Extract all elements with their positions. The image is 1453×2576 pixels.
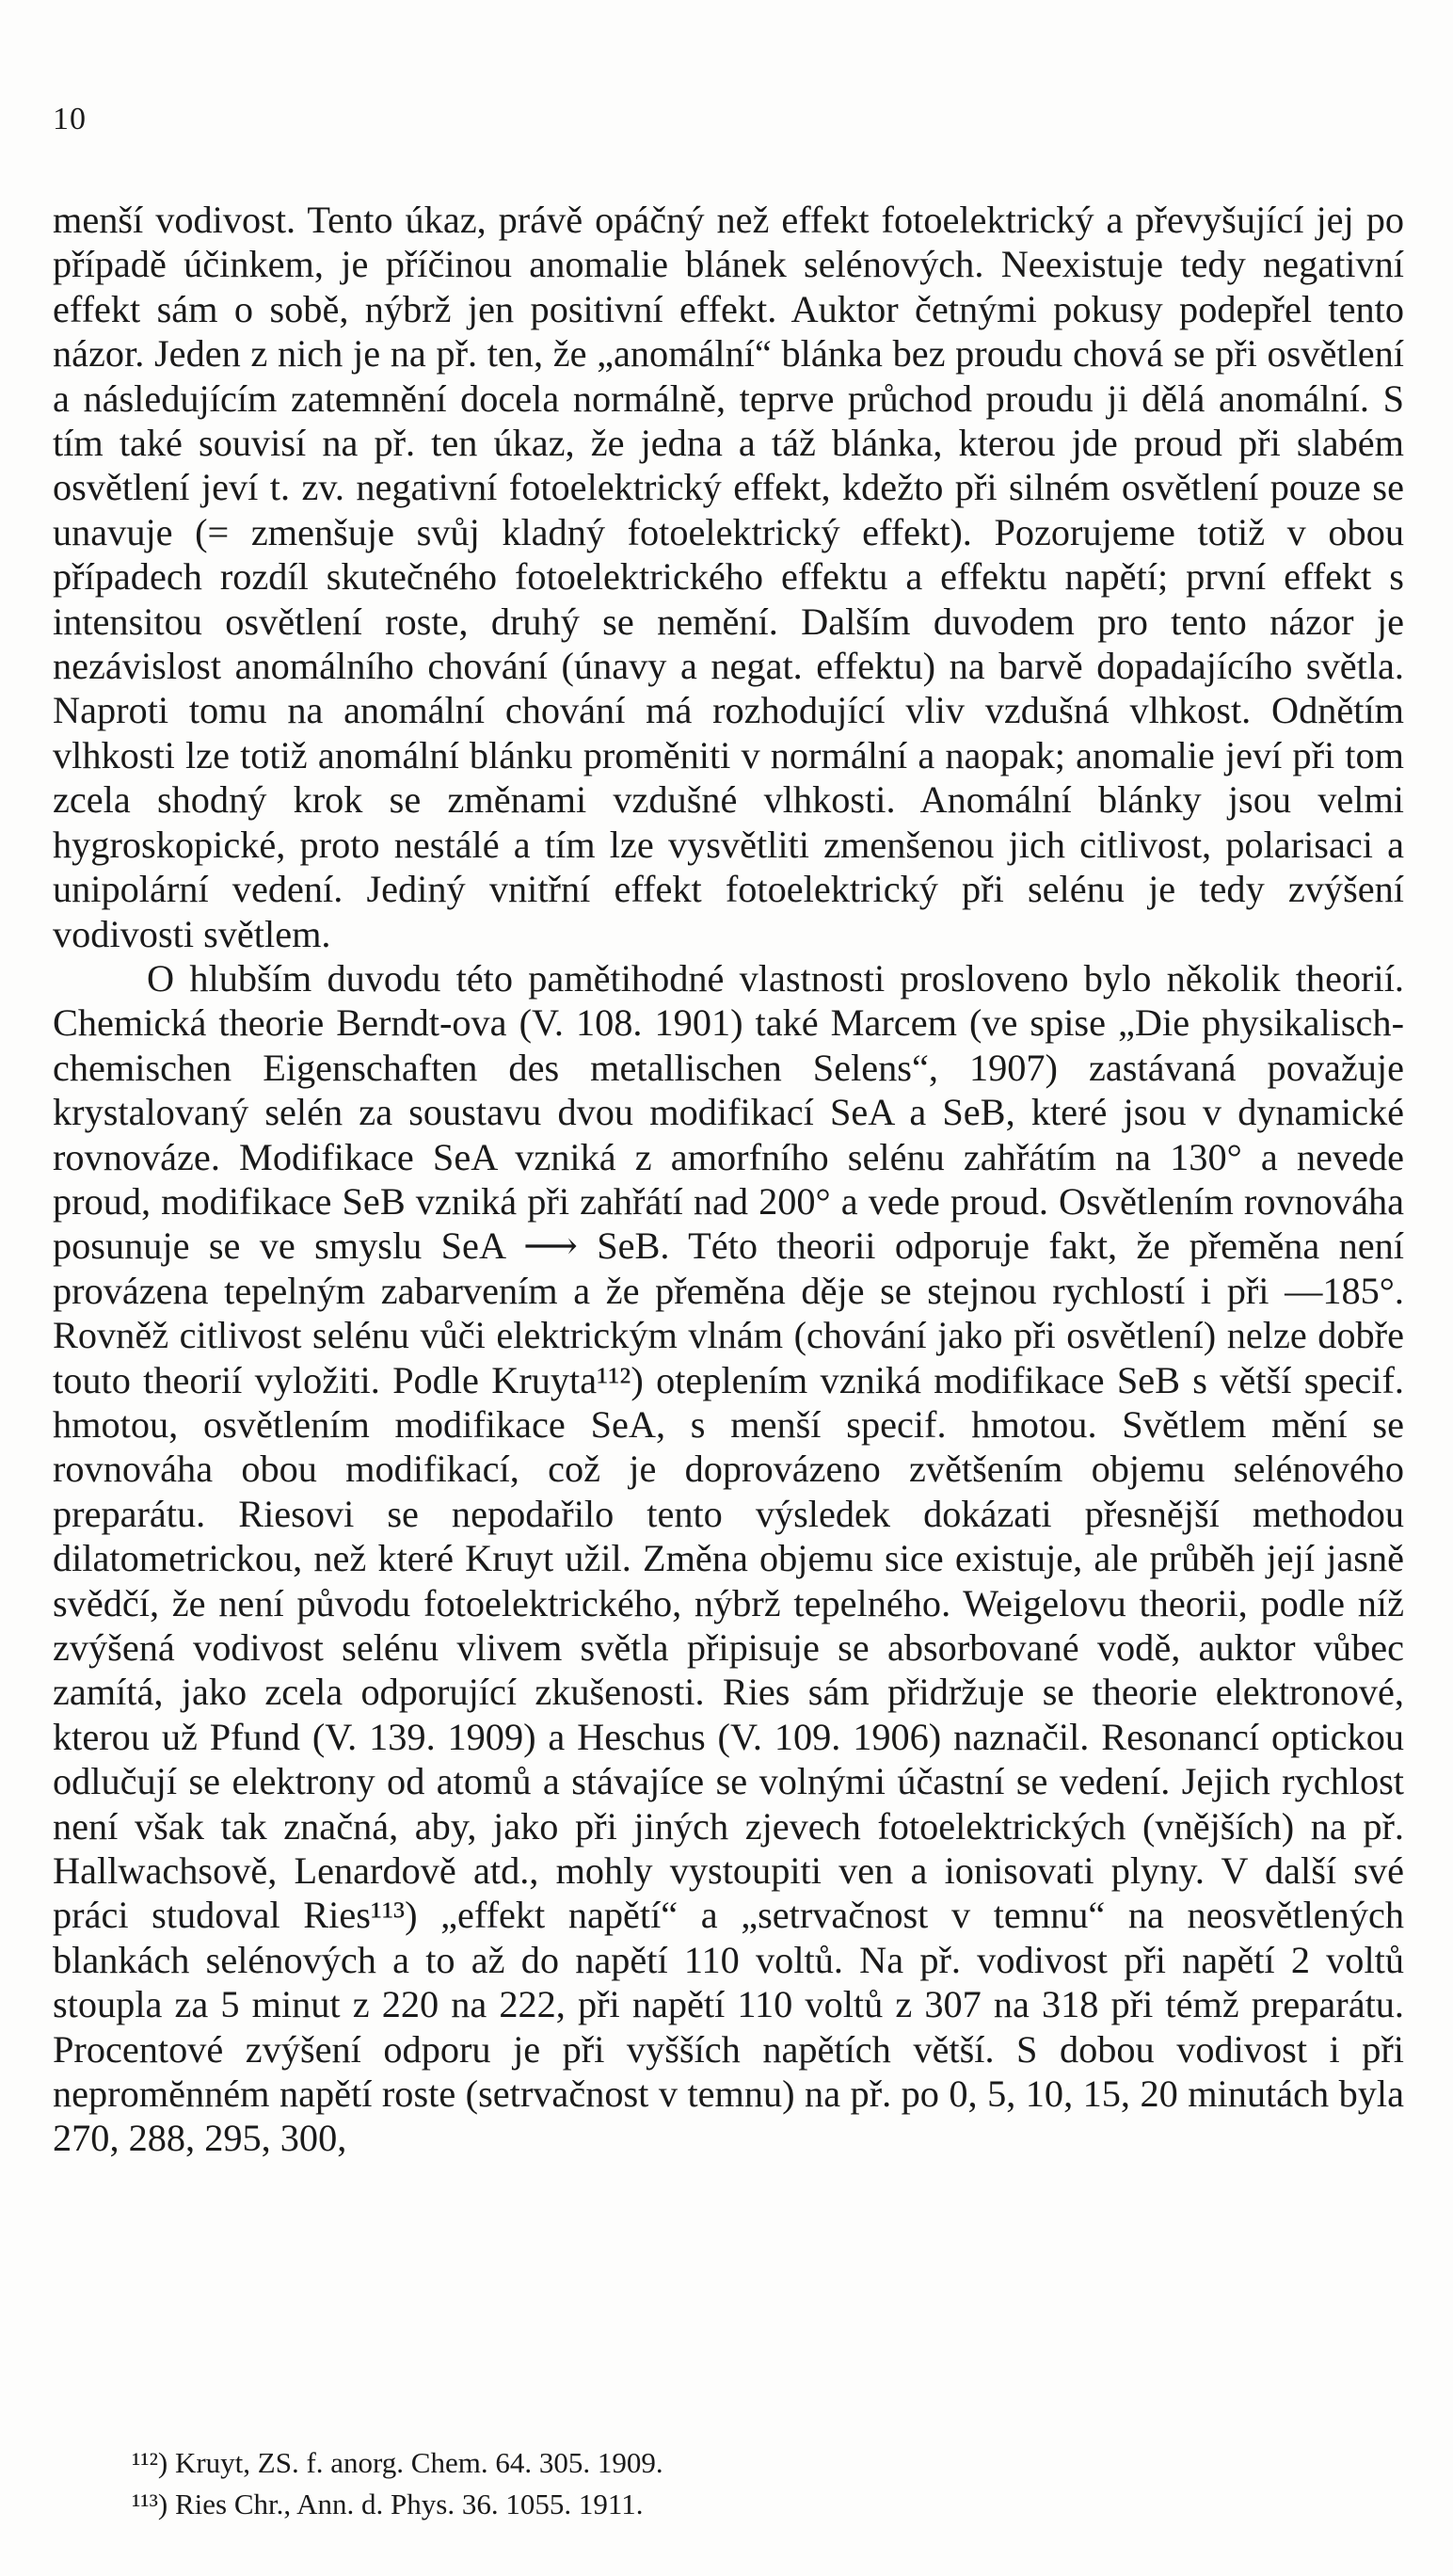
page-number: 10 bbox=[53, 102, 87, 136]
footnotes bbox=[132, 2442, 1355, 2525]
footnote-113: ¹¹³) Ries Chr., Ann. d. Phys. 36. 1055. 1911. bbox=[132, 2488, 644, 2520]
paragraph-2: O hlubším duvodu této pamětihodné vlastnosti prosloveno bylo několik theorií. Chemická theorie Berndt-ova (V. 108. 1901) také Marcem (ve spise „Die physikalisch-chemischen Eigenschaften des metallischen Selens“, 1907) zastávaná považuje krystalovaný selén za soustavu dvou modifikací SeA a SeB, které jsou v dynamické rovnováze. Modifikace SeA vzniká z amorfního selénu zahřátím na 130° a nevede proud, modifikace SeB vzniká při zahřátí nad 200° a vede proud. Osvětlením rovnováha posunuje se ve smyslu SeA ⟶ SeB. Této theorii odporuje fakt, že přeměna není provázena tepelným zabarvením a že přeměna děje se stejnou rychlostí i při —185°. Rovněž citlivost selénu vůči elektrickým vlnám (chování jako při osvětlení) nelze dobře touto theorií vyložiti. Podle Kruyta¹¹²) oteplením vzniká modifikace SeB s větší specif. hmotou, osvětlením modifikace SeA, s menší specif. hmotou. Světlem mění se rovnováha obou modifikací, což je doprovázeno zvětšením objemu selénového preparátu. Riesovi se nepodařilo tento výsledek dokázati přesnější methodou dilatometrickou, než které Kruyt užil. Změna objemu sice existuje, ale průběh její jasně svědčí, že není původu fotoelektrického, nýbrž tepelného. Weigelovu theorii, podle níž zvýšená vodivost selénu vlivem světla připisuje se absorbované vodě, auktor vůbec zamítá, jako zcela odporující zkušenosti. Ries sám přidržuje se theorie elektronové, kterou už Pfund (V. 139. 1909) a Heschus (V. 109. 1906) naznačil. Resonancí optickou odlučují se elektrony od atomů a stávajíce se volnými účastní se vedení. Jejich rychlost není však tak značná, aby, jako při jiných zjevech fotoelektrických (vnějších) na př. Hallwachsově, Lenardově atd., mohly vystoupiti ven a ionisovati plyny. V další své práci studoval Ries¹¹³) „effekt napětí“ a „setrvačnost v temnu“ na neosvětlených blankách selénových a to až do napětí 110 voltů. Na př. vodivost při napětí 2 voltů stoupla za 5 minut z 220 na 222, při napětí 110 voltů z 307 na 318 při témž preparátu. Procentové zvýšení odporu je při vyšších napětích větší. S dobou vodivost i při nepromĕnném napětí roste (setrvačnost v temnu) na př. po 0, 5, 10, 15, 20 minutách byla 270, 288, 295, 300, bbox=[53, 956, 1404, 2160]
paragraph-1: menší vodivost. Tento úkaz, právě opáčný než effekt fotoelektrický a převyšující jej po případě účinkem, je příčinou anomalie blánek selénových. Neexistuje tedy negativní effekt sám o sobě, nýbrž jen positivní effekt. Auktor četnými pokusy podepřel tento názor. Jeden z nich je na př. ten, že „anomální“ blánka bez proudu chová se při osvětlení a následujícím zatemnění docela normálně, teprve průchod proudu ji dělá anomální. S tím také souvisí na př. ten úkaz, že jedna a táž blánka, kterou jde proud při slabém osvětlení jeví t. zv. negativní fotoelektrický effekt, kdežto při silném osvětlení pouze se unavuje (= zmenšuje svůj kladný fotoelektrický effekt). Pozorujeme totiž v obou případech rozdíl skutečného fotoelektrického effektu a effektu napětí; první effekt s intensitou osvětlení roste, druhý se nemění. Dalším duvodem pro tento názor je nezávislost anomálního chování (únavy a negat. effektu) na barvě dopadajícího světla. Naproti tomu na anomální chování má rozhodující vliv vzdušná vlhkost. Odnětím vlhkosti lze totiž anomální blánku proměniti v normální a naopak; anomalie jeví při tom zcela shodný krok se změnami vzdušné vlhkosti. Anomální blánky jsou velmi hygroskopické, proto nestálé a tím lze vysvětliti zmenšenou jich citlivost, polarisaci a unipolární vedení. Jediný vnitřní effekt fotoelektrický při selénu je tedy zvýšení vodivosti světlem. bbox=[53, 199, 1404, 955]
body-text bbox=[53, 198, 1404, 2161]
footnote-112: ¹¹²) Kruyt, ZS. f. anorg. Chem. 64. 305. 1909. bbox=[132, 2446, 663, 2479]
